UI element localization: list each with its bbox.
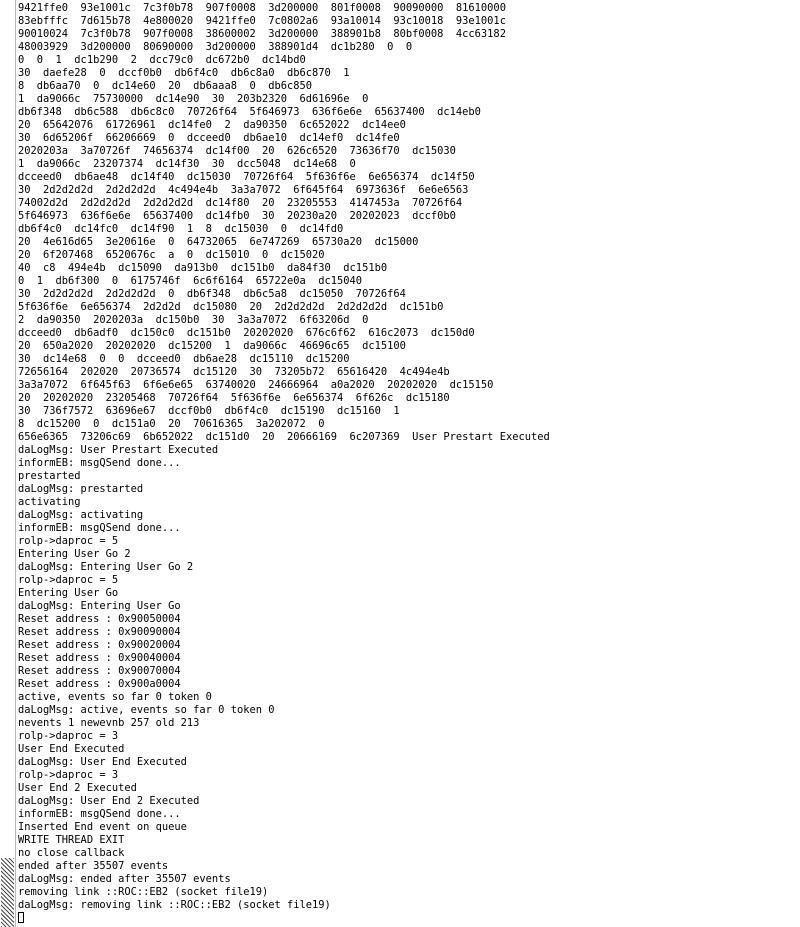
terminal-line: dcceed0 db6adf0 dc150c0 dc151b0 20202020 676c6f62 616c2073 dc150d0 bbox=[18, 327, 475, 339]
terminal-line: 9421ffe0 93e1001c 7c3f0b78 907f0008 3d200000 801f0008 90090000 81610000 bbox=[18, 2, 506, 14]
terminal-line: 656e6365 73206c69 6b652022 dc151d0 20 20666169 6c207369 User Prestart Executed bbox=[18, 431, 550, 443]
terminal-line: 20 20202020 23205468 70726f64 5f636f6e 6e656374 6f626c dc15180 bbox=[18, 392, 450, 404]
terminal-line: daLogMsg: User End 2 Executed bbox=[18, 795, 200, 807]
terminal-line: 20 6f207468 6520676c a 0 dc15010 0 dc15020 bbox=[18, 249, 325, 261]
terminal-line: daLogMsg: ended after 35507 events bbox=[18, 873, 231, 885]
terminal-line: activating bbox=[18, 496, 81, 508]
terminal-line: User End Executed bbox=[18, 743, 125, 755]
terminal-line: ended after 35507 events bbox=[18, 860, 169, 872]
terminal-line: Reset address : 0x90040004 bbox=[18, 652, 181, 664]
terminal-line: removing link ::ROC::EB2 (socket file19) bbox=[18, 886, 269, 898]
terminal-line: daLogMsg: activating bbox=[18, 509, 144, 521]
terminal-line: 40 c8 494e4b dc15090 da913b0 dc151b0 da84f30 dc151b0 bbox=[18, 262, 388, 274]
terminal-line: dcceed0 db6ae48 dc14f40 dc15030 70726f64 5f636f6e 6e656374 dc14f50 bbox=[18, 171, 475, 183]
terminal-line: 2020203a 3a70726f 74656374 dc14f00 20 626c6520 73636f70 dc15030 bbox=[18, 145, 456, 157]
terminal-output[interactable] bbox=[18, 2, 800, 927]
terminal-line: 48003929 3d200000 80690000 3d200000 388901d4 dc1b280 0 0 bbox=[18, 41, 413, 53]
terminal-line: Entering User Go 2 bbox=[18, 548, 131, 560]
text-cursor bbox=[18, 912, 24, 923]
terminal-line: 20 650a2020 20202020 dc15200 1 da9066c 46696c65 dc15100 bbox=[18, 340, 406, 352]
terminal-line: daLogMsg: active, events so far 0 token 0 bbox=[18, 704, 275, 716]
terminal-line: 0 1 db6f300 0 6175746f 6c6f6164 65722e0a dc15040 bbox=[18, 275, 363, 287]
terminal-line: db6f348 db6c588 db6c8c0 70726f64 5f646973 636f6e6e 65637400 dc14eb0 bbox=[18, 106, 481, 118]
terminal-line: Reset address : 0x900a0004 bbox=[18, 678, 181, 690]
terminal-line: 5f636f6e 6e656374 2d2d2d dc15080 20 2d2d2d2d 2d2d2d2d dc151b0 bbox=[18, 301, 444, 313]
terminal-line: no close callback bbox=[18, 847, 125, 859]
terminal-line: Reset address : 0x90090004 bbox=[18, 626, 181, 638]
terminal-line: Reset address : 0x90050004 bbox=[18, 613, 181, 625]
terminal-line: Reset address : 0x90020004 bbox=[18, 639, 181, 651]
terminal-line: nevents 1 newevnb 257 old 213 bbox=[18, 717, 200, 729]
terminal-line: daLogMsg: Entering User Go 2 bbox=[18, 561, 194, 573]
terminal-line: Reset address : 0x90070004 bbox=[18, 665, 181, 677]
terminal-line: 30 6d65206f 66206669 0 dcceed0 db6ae10 dc14ef0 dc14fe0 bbox=[18, 132, 400, 144]
terminal-line: User End 2 Executed bbox=[18, 782, 137, 794]
terminal-line: 1 da9066c 75730000 dc14e90 30 203b2320 6d61696e 0 bbox=[18, 93, 369, 105]
terminal-line: 72656164 202020 20736574 dc15120 30 73205b72 65616420 4c494e4b bbox=[18, 366, 450, 378]
terminal-line: 20 4e616d65 3e20616e 0 64732065 6e747269 65730a20 dc15000 bbox=[18, 236, 419, 248]
terminal-line: informEB: msgQSend done... bbox=[18, 457, 181, 469]
terminal-line: 1 da9066c 23207374 dc14f30 30 dcc5048 dc14e68 0 bbox=[18, 158, 356, 170]
terminal-line: 3a3a7072 6f645f63 6f6e6e65 63740020 24666964 a0a2020 20202020 dc15150 bbox=[18, 379, 494, 391]
scrollbar[interactable] bbox=[0, 0, 16, 927]
terminal-line: 30 daefe28 0 dccf0b0 db6f4c0 db6c8a0 db6c870 1 bbox=[18, 67, 350, 79]
terminal-line: rolp->daproc = 5 bbox=[18, 535, 119, 547]
terminal-line: 90010024 7c3f0b78 907f0008 38600002 3d200000 388901b8 80bf0008 4cc63182 bbox=[18, 28, 506, 40]
terminal-line: rolp->daproc = 5 bbox=[18, 574, 119, 586]
terminal-line: daLogMsg: removing link ::ROC::EB2 (socket file19) bbox=[18, 899, 331, 911]
terminal-line: 2 da90350 2020203a dc150b0 30 3a3a7072 6f63206d 0 bbox=[18, 314, 369, 326]
terminal-line: daLogMsg: User End Executed bbox=[18, 756, 187, 768]
terminal-line: WRITE THREAD EXIT bbox=[18, 834, 125, 846]
terminal-line: rolp->daproc = 3 bbox=[18, 730, 119, 742]
terminal-line: daLogMsg: prestarted bbox=[18, 483, 144, 495]
terminal-line: db6f4c0 dc14fc0 dc14f90 1 8 dc15030 0 dc14fd0 bbox=[18, 223, 344, 235]
terminal-line: Entering User Go bbox=[18, 587, 119, 599]
terminal-line: informEB: msgQSend done... bbox=[18, 522, 181, 534]
prompt-line[interactable] bbox=[18, 912, 800, 925]
terminal-line: 30 2d2d2d2d 2d2d2d2d 0 db6f348 db6c5a8 dc15050 70726f64 bbox=[18, 288, 406, 300]
terminal-line: rolp->daproc = 3 bbox=[18, 769, 119, 781]
terminal-line: 30 2d2d2d2d 2d2d2d2d 4c494e4b 3a3a7072 6f645f64 6973636f 6e6e6563 bbox=[18, 184, 469, 196]
terminal-line: prestarted bbox=[18, 470, 81, 482]
terminal-line: 83ebfffc 7d615b78 4e800020 9421ffe0 7c0802a6 93a10014 93c10018 93e1001c bbox=[18, 15, 506, 27]
scrollbar-thumb[interactable] bbox=[1, 858, 14, 927]
terminal-line: informEB: msgQSend done... bbox=[18, 808, 181, 820]
terminal-line: 8 dc15200 0 dc151a0 20 70616365 3a202072 0 bbox=[18, 418, 325, 430]
terminal-line: 74002d2d 2d2d2d2d 2d2d2d2d dc14f80 20 23205553 4147453a 70726f64 bbox=[18, 197, 463, 209]
terminal-line: 8 db6aa70 0 dc14e60 20 db6aaa8 0 db6c850 bbox=[18, 80, 313, 92]
terminal-line: 20 65642076 61726961 dc14fe0 2 da90350 6c652022 dc14ee0 bbox=[18, 119, 406, 131]
terminal-line: 0 0 1 dc1b290 2 dcc79c0 dc672b0 dc14bd0 bbox=[18, 54, 306, 66]
terminal-line: 30 736f7572 63696e67 dccf0b0 db6f4c0 dc15190 dc15160 1 bbox=[18, 405, 400, 417]
terminal-line: Inserted End event on queue bbox=[18, 821, 187, 833]
terminal-line: active, events so far 0 token 0 bbox=[18, 691, 212, 703]
terminal-line: 30 dc14e68 0 0 dcceed0 db6ae28 dc15110 dc15200 bbox=[18, 353, 350, 365]
terminal-line: daLogMsg: User Prestart Executed bbox=[18, 444, 219, 456]
terminal-line: daLogMsg: Entering User Go bbox=[18, 600, 181, 612]
terminal-line: 5f646973 636f6e6e 65637400 dc14fb0 30 20230a20 20202023 dccf0b0 bbox=[18, 210, 456, 222]
